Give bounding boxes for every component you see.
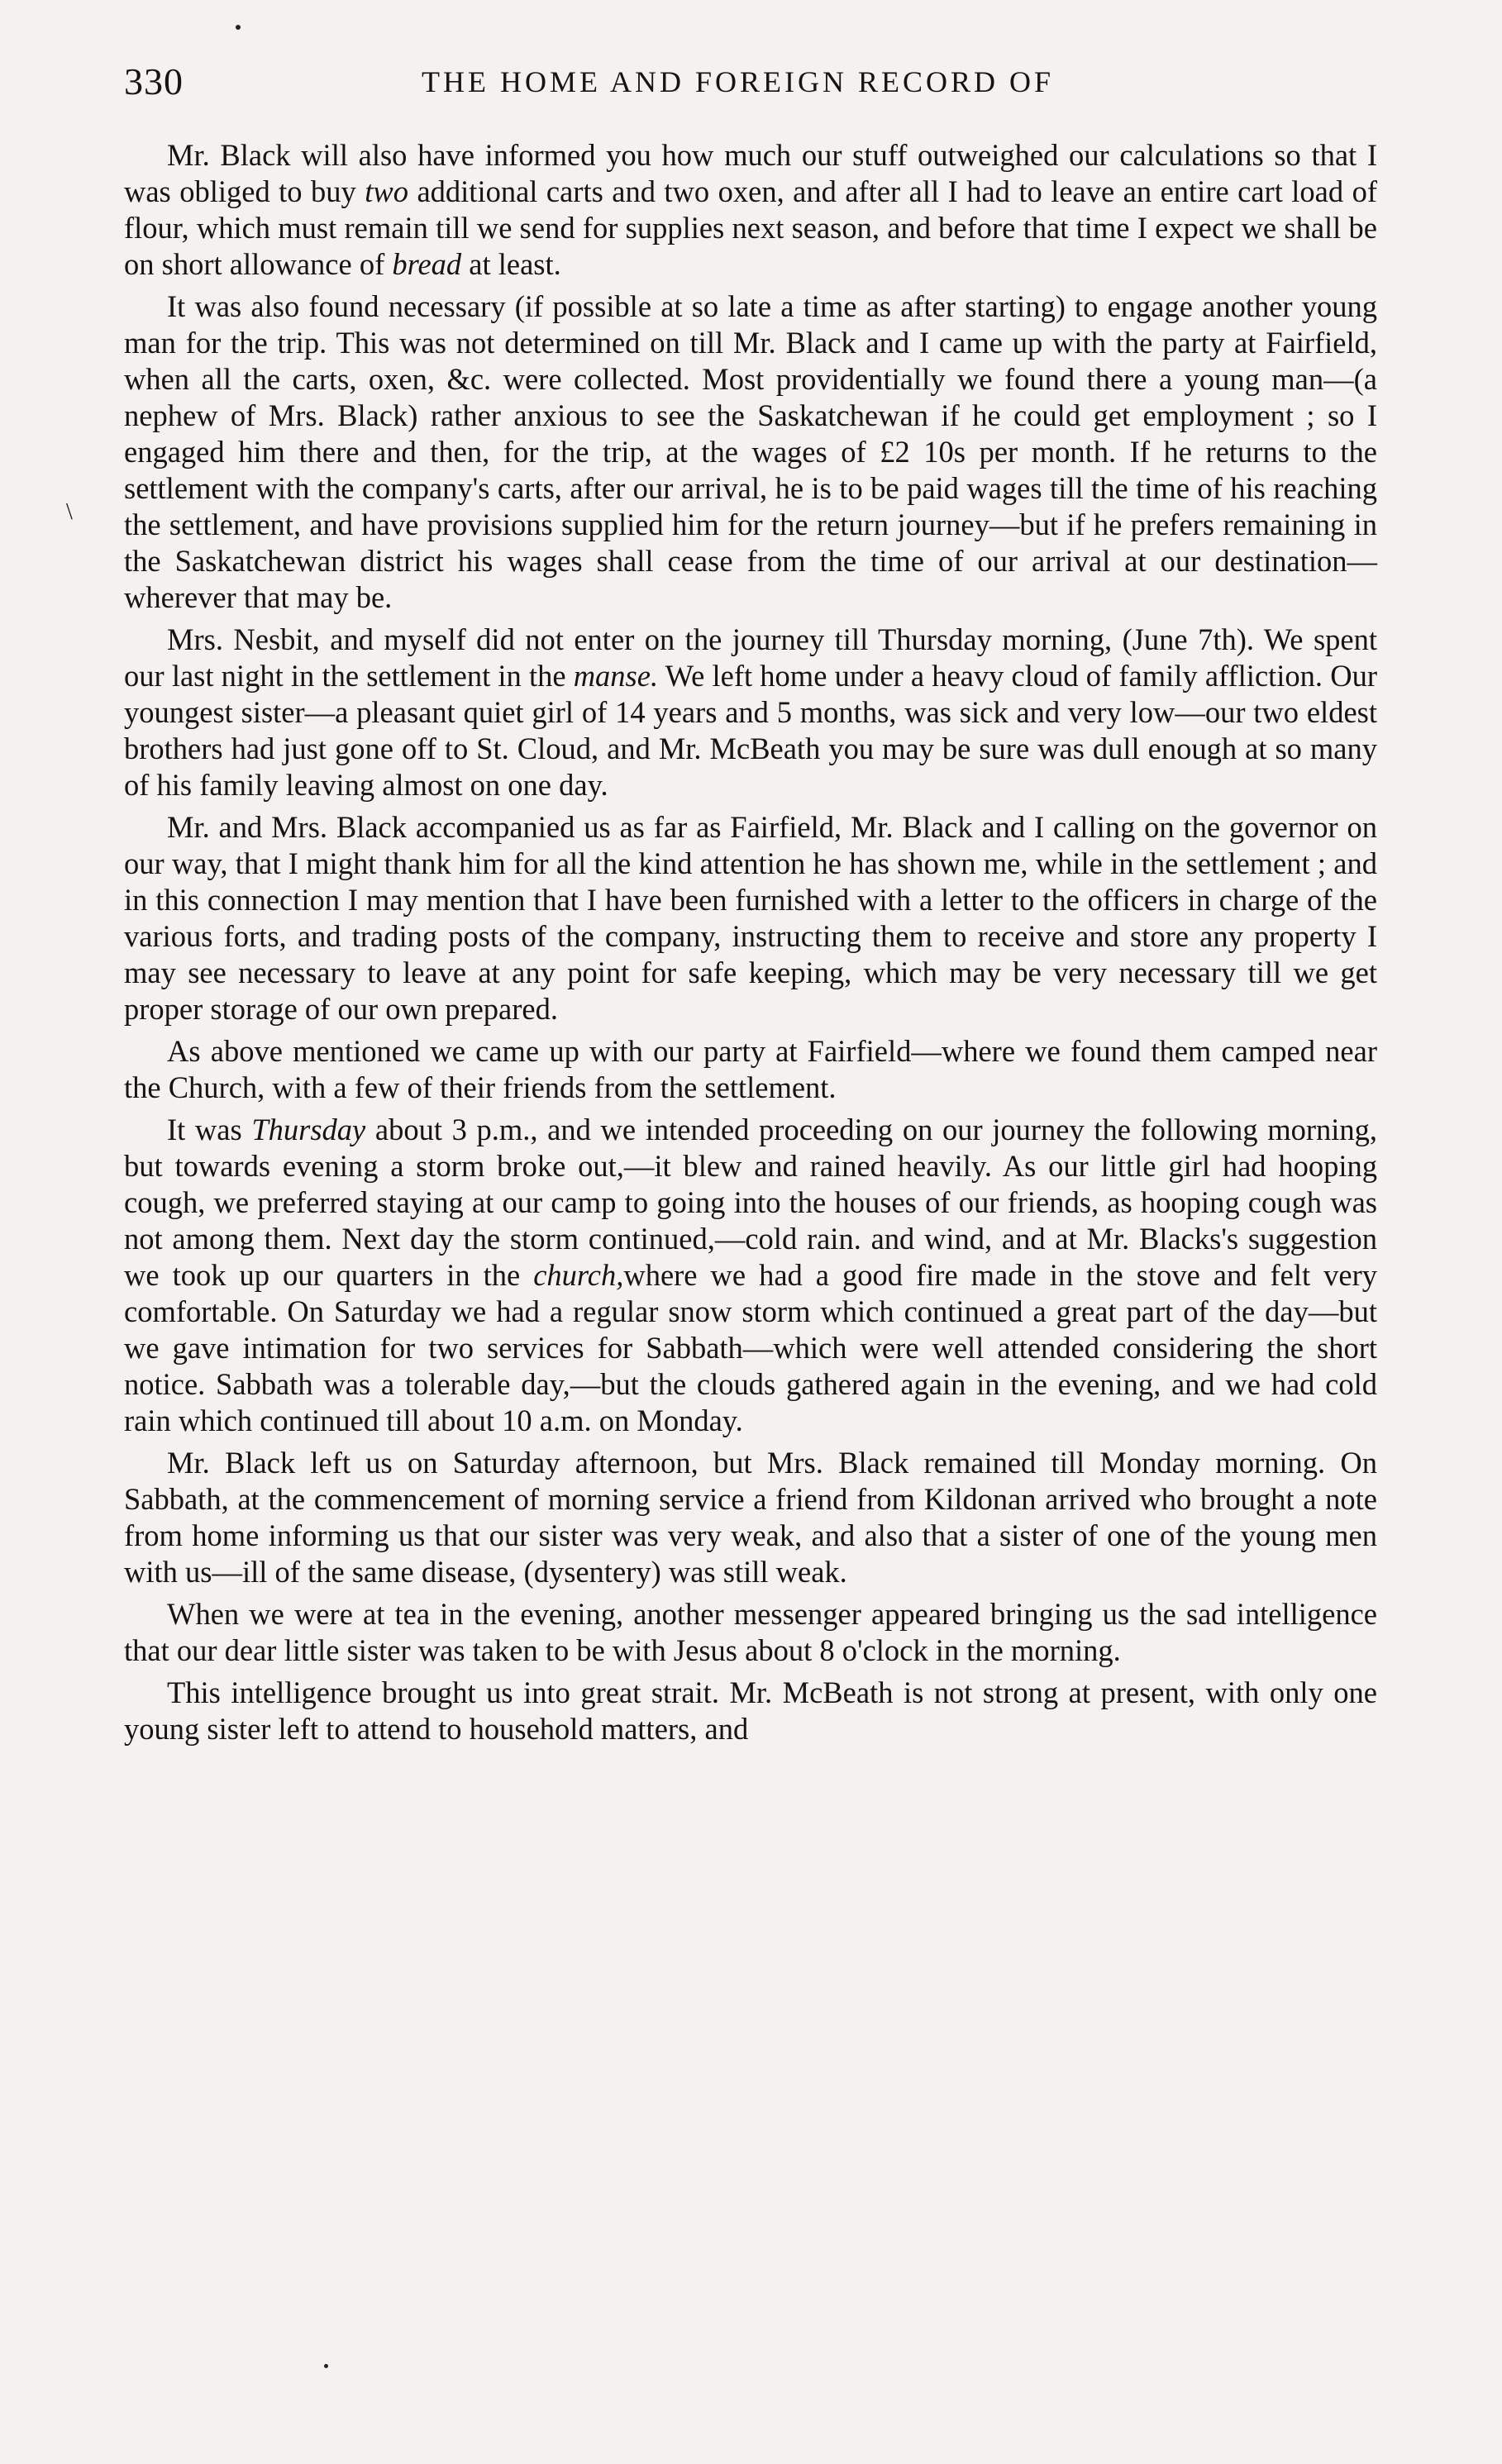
article-body [124, 137, 1377, 1753]
text-run: at least. [461, 247, 561, 281]
text-run: As above mentioned we came up with our party at Fairfield—where we found them camped near the Church, with a few of their friends from the settlement. [124, 1034, 1377, 1104]
text-run: We left home under a heavy cloud of family affliction. Our youngest sister—a pleasant quiet girl of 14 years and 5 months, was sick and very low—our two eldest brothers had just gone off to St. Cloud, and Mr. McBeath you may be sure was dull enough at so many of his family leaving almost on one day. [124, 659, 1377, 802]
paragraph [124, 1033, 1377, 1106]
paragraph [124, 1596, 1377, 1669]
text-run: Mrs. Nesbit, and myself did not enter on the journey till Thursday morning, (June 7th). We spent our last night in the settlement in the [124, 622, 1377, 693]
paragraph [124, 1112, 1377, 1439]
italic-text: bread [392, 247, 462, 281]
text-run: about 3 p.m., and we intended proceeding on our journey the following morning, but towards evening a storm broke out,—it blew and rained heavily. As our little girl had hooping cough, we preferred staying at our camp to going into the houses of our friends, as hooping cough was not among them. Next day the storm continued,—cold rain. and wind, and at Mr. Blacks's suggestion we took up our quarters in the [124, 1113, 1378, 1292]
italic-text: church, [533, 1258, 624, 1292]
text-run: additional carts and two oxen, and after all I had to leave an entire cart load of flour, which must remain till we send for supplies next season, and before that time I expect we shall be on short allowance of [124, 174, 1377, 281]
margin-mark: \ [66, 499, 73, 525]
running-title: THE HOME AND FOREIGN RECORD OF [422, 65, 1055, 98]
print-speck [324, 2364, 328, 2368]
italic-text: Thursday [251, 1113, 366, 1146]
text-run: Mr. and Mrs. Black accompanied us as far as Fairfield, Mr. Black and I calling on the governor on our way, that I might thank him for all the kind attention he has shown me, while in the settlement ; and in this connection I may mention that I have been furnished with a letter to the officers in charge of the various forts, and trading posts of the company, instructing them to receive and store any property I may see necessary to leave at any point for safe keeping, which may be very necessary till we get proper storage of our own prepared. [124, 810, 1377, 1026]
text-run: It was [167, 1113, 252, 1146]
italic-text: manse. [573, 659, 659, 693]
text-run: where we had a good fire made in the stove and felt very comfortable. On Saturday we had a regular snow storm which continued a great part of the day—but we gave intimation for two services for Sabbath—which were well attended considering the short notice. Sabbath was a tolerable day,—but the clouds gathered again in the evening, and we had cold rain which continued till about 10 a.m. on Monday. [124, 1258, 1377, 1437]
paragraph [124, 1445, 1377, 1590]
text-run: It was also found necessary (if possible at so late a time as after starting) to engage another young man for the trip. This was not determined on till Mr. Black and I came up with the party at Fairfield, when all the carts, oxen, &c. were collected. Most providentially we found there a young man—(a nephew of Mrs. Black) rather anxious to see the Saskatchewan if he could get employment ; so I engaged him there and then, for the trip, at the wages of £2 10s per month. If he returns to the settlement with the company's carts, after our arrival, he is to be paid wages till the time of his reaching the settlement, and have provisions supplied him for the return journey—but if he prefers remaining in the Saskatchewan district his wages shall cease from the time of our arrival at our destination—wherever that may be. [124, 289, 1377, 614]
print-speck [236, 25, 241, 30]
italic-text: two [365, 174, 408, 208]
text-run: When we were at tea in the evening, another messenger appeared bringing us the sad intelligence that our dear little sister was taken to be with Jesus about 8 o'clock in the morning. [124, 1597, 1377, 1667]
page-header [124, 55, 1372, 112]
paragraph [124, 137, 1377, 283]
text-run: Mr. Black will also have informed you how much our stuff outweighed our calculations so that I was obliged to buy [124, 138, 1377, 208]
paragraph [124, 1675, 1377, 1747]
page-number: 330 [124, 60, 184, 102]
paragraph [124, 809, 1377, 1027]
text-run: Mr. Black left us on Saturday afternoon, but Mrs. Black remained till Monday morning. On Sabbath, at the commencement of morning service a friend from Kildonan arrived who brought a note from home informing us that our sister was very weak, and also that a sister of one of the young men with us—ill of the same disease, (dysentery) was still weak. [124, 1446, 1377, 1589]
text-run: This intelligence brought us into great strait. Mr. McBeath is not strong at present, with only one young sister left to attend to household matters, and [124, 1675, 1377, 1746]
paragraph [124, 622, 1377, 803]
paragraph [124, 288, 1377, 616]
